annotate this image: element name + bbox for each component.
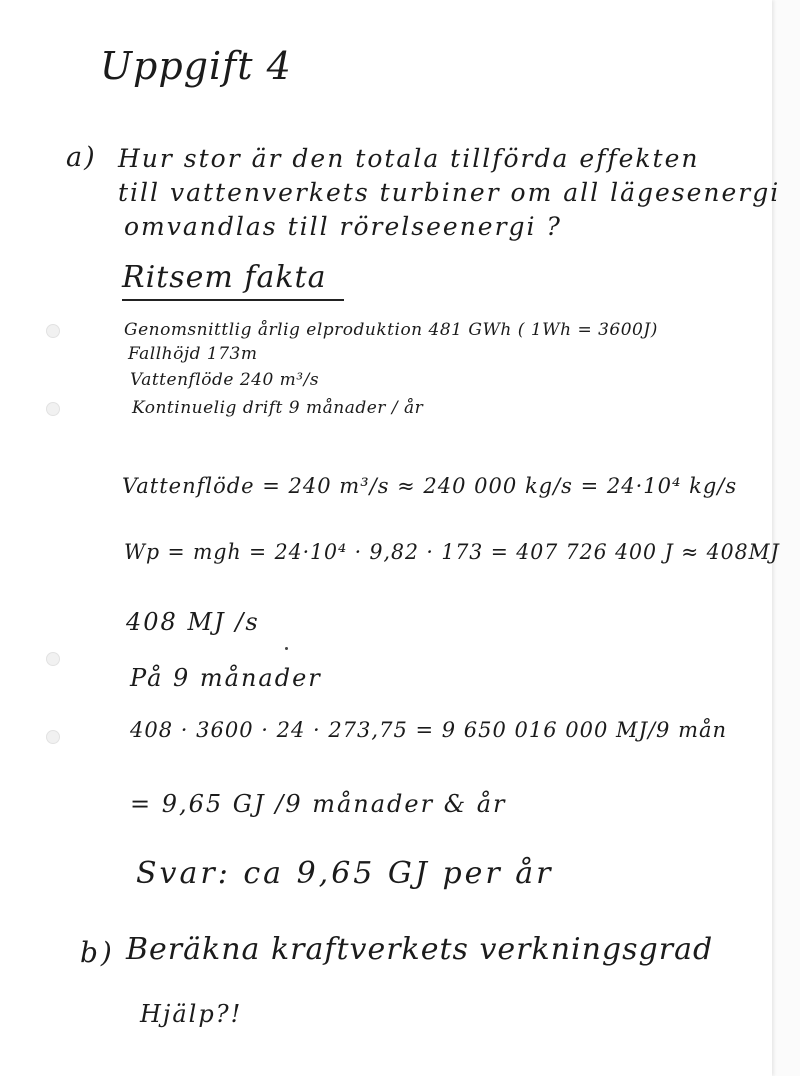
facts-title: Ritsem fakta (122, 260, 327, 295)
pen-dot (285, 647, 288, 650)
fact-production: Genomsnittlig årlig elproduktion 481 GWh ( 1Wh = 3600J) (124, 320, 658, 340)
fact-water-flow: Vattenflöde 240 m³/s (130, 370, 320, 390)
help-note: Hjälp?! (140, 1000, 243, 1028)
question-a-line-2: till vattenverkets turbiner om all lägesenergi (118, 178, 781, 207)
question-b-label: b) (80, 936, 115, 969)
question-a-line-1: Hur stor är den totala tillförda effekten (118, 144, 700, 173)
punch-hole (46, 730, 60, 744)
calc-flow: Vattenflöde = 240 m³/s ≈ 240 000 kg/s = 24·10⁴ kg/s (122, 474, 738, 498)
calc-per-second: 408 MJ /s (126, 608, 260, 636)
question-a-label: a) (66, 142, 97, 173)
punch-hole (46, 402, 60, 416)
fact-fall-height: Fallhöjd 173m (128, 344, 258, 364)
calc-product: 408 · 3600 · 24 · 273,75 = 9 650 016 000 MJ/9 mån (130, 718, 728, 742)
punch-hole (46, 652, 60, 666)
page-heading: Uppgift 4 (100, 44, 292, 88)
question-b-text: Beräkna kraftverkets verkningsgrad (126, 932, 714, 967)
calc-potential-energy: Wp = mgh = 24·10⁴ · 9,82 · 173 = 407 726 400 J ≈ 408MJ (124, 540, 780, 564)
calc-period: På 9 månader (130, 664, 322, 692)
answer-a: Svar: ca 9,65 GJ per år (136, 856, 554, 891)
question-a-line-3: omvandlas till rörelseenergi ? (124, 212, 562, 241)
calc-result: = 9,65 GJ /9 månader & år (130, 790, 507, 818)
fact-operation: Kontinuelig drift 9 månader / år (132, 398, 424, 418)
facts-title-underline (122, 299, 344, 301)
punch-hole (46, 324, 60, 338)
